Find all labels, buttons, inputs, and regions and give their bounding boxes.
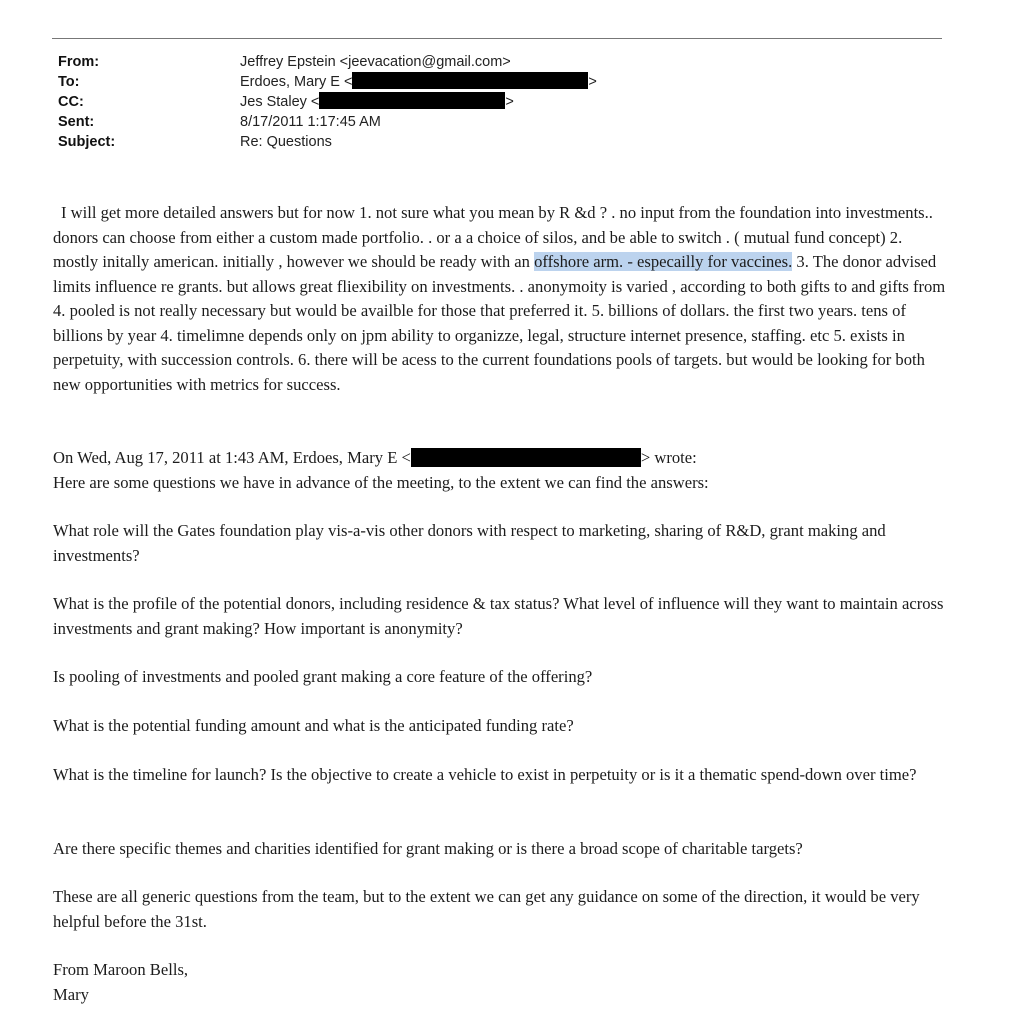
redaction-bar — [319, 92, 505, 109]
question-5: What is the timeline for launch? Is the objective to create a vehicle to exist in perpetuity or is it a thematic spend-down over time? — [53, 765, 917, 784]
from-value: Jeffrey Epstein <jeevacation@gmail.com> — [240, 54, 511, 70]
to-close: > — [588, 74, 597, 90]
signature: Mary — [53, 985, 89, 1004]
sent-value: 8/17/2011 1:17:45 AM — [240, 114, 381, 130]
attribution-end: > wrote: — [640, 448, 697, 467]
question-4: What is the potential funding amount and what is the anticipated funding rate? — [53, 716, 574, 735]
question-3: Is pooling of investments and pooled grant making a core feature of the offering? — [53, 667, 593, 686]
email-header — [58, 52, 597, 152]
reply-body — [53, 201, 948, 397]
highlighted-text: offshore arm. - especailly for vaccines. — [534, 252, 793, 271]
cc-value — [240, 92, 514, 112]
from-row — [58, 52, 597, 72]
from-label: From: — [58, 54, 100, 70]
question-2: What is the profile of the potential donors, including residence & tax status? What level of influence will they want to maintain across investments and grant making? How important is anonymity? — [53, 594, 944, 638]
quoted-intro: Here are some questions we have in advance of the meeting, to the extent we can find the answers: — [53, 472, 709, 492]
subject-value: Re: Questions — [240, 134, 332, 150]
subject-row — [58, 132, 597, 152]
reply-text-end: 3. The donor advised limits influence re grants. but allows great fliexibility on investments. . anonymoity is varied , according to both gifts to and gifts from 4. pooled is not really necessary but would be availble for those that preferred it. 5. billions of dollars. the first two years. tens of billions by year 4. timelimne depends only on jpm ability to organizze, legal, structure internet presence, staffing. etc 5. exists in perpetuity, with succession controls. 6. there will be acess to the current foundations pools of targets. but would be looking for both new opportunities with metrics for success. — [53, 252, 946, 394]
to-row — [58, 72, 597, 92]
reply-text-start: I will get more detailed answers but for now 1. not sure what you mean by R &d ? . no input from the foundation into investments.. donors can choose from either a custom made portfolio. . or a a choice of silos, and be able to switch . ( mutual fund concept) 2. mostly initally american. initially , however we should be ready with an — [53, 203, 933, 271]
to-label: To: — [58, 74, 80, 90]
closing-paragraph: These are all generic questions from the team, but to the extent we can get any guidance on some of the direction, it would be very helpful before the 31st. — [53, 887, 920, 931]
question-6: Are there specific themes and charities identified for grant making or is there a broad scope of charitable targets? — [53, 839, 803, 858]
to-name: Erdoes, Mary E < — [240, 74, 353, 90]
cc-label: CC: — [58, 94, 84, 110]
sent-row — [58, 112, 597, 132]
cc-close: > — [505, 94, 514, 110]
sent-label: Sent: — [58, 114, 95, 130]
cc-name: Jes Staley < — [240, 94, 320, 110]
redaction-bar — [352, 72, 588, 89]
signoff: From Maroon Bells, — [53, 960, 189, 979]
attribution-start: On Wed, Aug 17, 2011 at 1:43 AM, Erdoes, Mary E < — [53, 448, 411, 467]
header-divider — [52, 38, 942, 39]
cc-row — [58, 92, 597, 112]
redaction-bar — [411, 448, 641, 467]
to-value — [240, 72, 597, 92]
quoted-attribution — [53, 446, 948, 495]
reply-paragraph — [53, 201, 948, 397]
subject-label: Subject: — [58, 134, 116, 150]
question-1: What role will the Gates foundation play vis-a-vis other donors with respect to marketing, sharing of R&D, grant making and investments? — [53, 521, 886, 565]
